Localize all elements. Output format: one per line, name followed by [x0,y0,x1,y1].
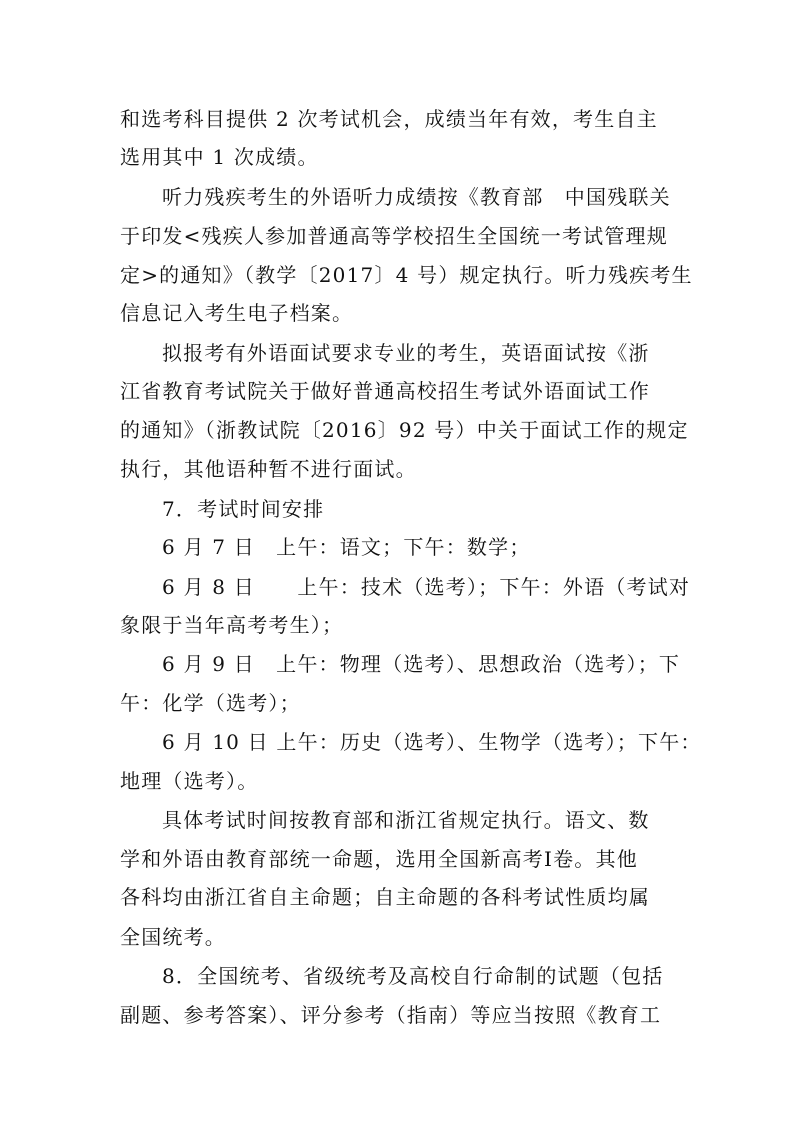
paragraph-line: 全国统考。 [120,925,226,949]
schedule-line: 象限于当年高考考生）； [120,613,344,637]
paragraph-line: 于印发<残疾人参加普通高等学校招生全国统一考试管理规 [120,224,668,248]
paragraph-line: 各科均由浙江省自主命题；自主命题的各科考试性质均属 [120,885,650,909]
schedule-line: 6 月 9 日 上午：物理（选考）、思想政治（选考）；下 [162,652,681,676]
paragraph-line: 的通知》（浙教试院〔2016〕92 号）中关于面试工作的规定 [120,418,689,442]
schedule-line: 6 月 7 日 上午：语文；下午：数学； [162,535,531,559]
paragraph-line: 执行，其他语种暂不进行面试。 [120,457,417,481]
schedule-line: 6 月 8 日 上午：技术（选考）；下午：外语（考试对 [162,575,691,599]
schedule-line: 6 月 10 日 上午：历史（选考）、生物学（选考）；下午： [162,730,702,754]
schedule-line: 地理（选考）。 [120,769,259,793]
schedule-line: 午：化学（选考）； [120,691,301,715]
paragraph-line: 学和外语由教育部统一命题，选用全国新高考Ⅰ卷。其他 [120,847,638,871]
paragraph-line: 定>的通知》（教学〔2017〕4 号）规定执行。听力残疾考生 [120,263,693,287]
paragraph-line: 具体考试时间按教育部和浙江省规定执行。语文、数 [162,808,650,832]
paragraph-line: 选用其中 1 次成绩。 [120,145,319,169]
paragraph-line: 8．全国统考、省级统考及高校自行命制的试题（包括 [162,964,664,988]
paragraph-line: 信息记入考生电子档案。 [120,301,354,325]
paragraph-line: 拟报考有外语面试要求专业的考生，英语面试按《浙 [162,341,650,365]
paragraph-line: 和选考科目提供 2 次考试机会，成绩当年有效，考生自主 [120,107,658,131]
paragraph-line: 江省教育考试院关于做好普通高校招生考试外语面试工作 [120,379,650,403]
paragraph-line: 副题、参考答案）、评分参考（指南）等应当按照《教育工 [120,1003,662,1027]
paragraph-line: 听力残疾考生的外语听力成绩按《教育部 中国残联关 [162,185,671,209]
section-heading: 7．考试时间安排 [162,497,325,521]
